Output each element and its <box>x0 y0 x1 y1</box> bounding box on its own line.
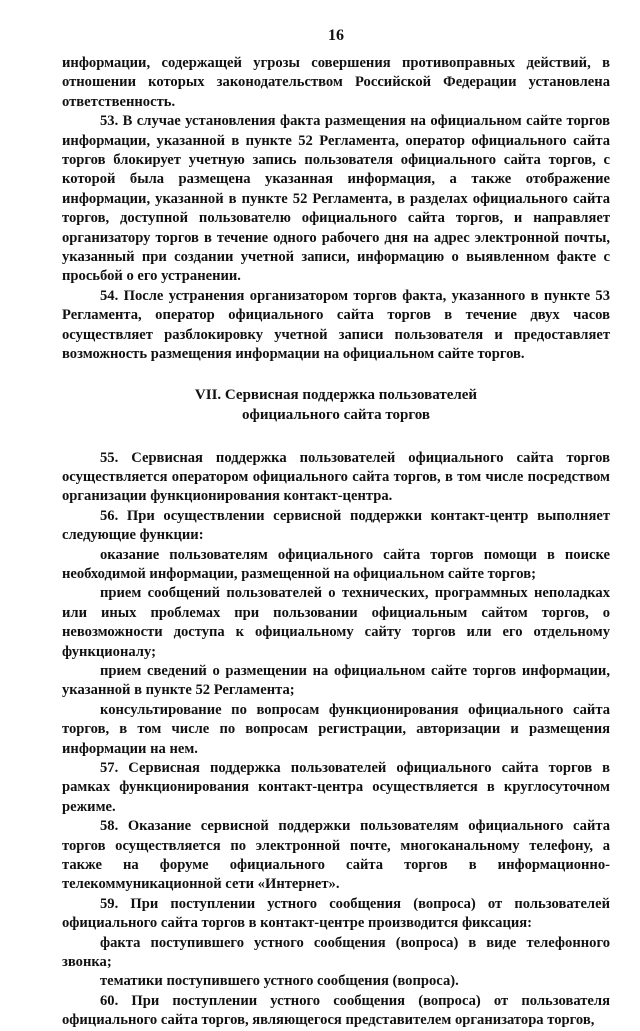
list-item-fixation-fact: факта поступившего устного сообщения (вопроса) в виде телефонного звонка; <box>62 934 610 971</box>
paragraph-57: 57. Сервисная поддержка пользователей официального сайта торгов в рамках функционирования контакт-центра осуществляется в круглосуточном режиме. <box>62 760 610 815</box>
list-item-function-info-reports: прием сведений о размещении на официальном сайте торгов информации, указанной в пункте 52 Регламента; <box>62 662 610 699</box>
list-item-function-problem-reports: прием сообщений пользователей о технических, программных неполадках или иных проблемах при пользовании официальным сайтом торгов, о невозможности доступа к официальному сайту торгов или его отдельному функционалу; <box>62 585 610 660</box>
paragraph-56: 56. При осуществлении сервисной поддержки контакт-центр выполняет следующие функции: <box>62 507 610 544</box>
paragraph-continuation: информации, содержащей угрозы совершения противоправных действий, в отношении которых законодательством Российской Федерации установлена ответственность. <box>62 55 610 110</box>
paragraph-59: 59. При поступлении устного сообщения (вопроса) от пользователей официального сайта торгов в контакт-центре производится фиксация: <box>62 895 610 932</box>
paragraph-60: 60. При поступлении устного сообщения (вопроса) от пользователя официального сайта торгов, являющегося представителем организатора торгов, <box>62 992 610 1029</box>
page-number: 16 <box>328 27 344 44</box>
section-heading <box>62 385 610 425</box>
section-heading-line-2: официального сайта торгов <box>241 406 431 423</box>
document-page <box>62 26 610 1031</box>
paragraph-53: 53. В случае установления факта размещения на официальном сайте торгов информации, указанной в пункте 52 Регламента, оператор официального сайта торгов блокирует учетную запись пользователя официального сайта торгов, с которой была размещена указанная информация, а также отображение информации, указанной в пункте 52 Регламента, в разделах официального сайта торгов, доступной пользователю официального сайта торгов, и направляет организатору торгов в течение одного рабочего дня на адрес электронной почты, указанный при создании учетной записи, информацию о выявленном факте с просьбой о его устранении. <box>62 113 610 285</box>
list-item-function-consulting: консультирование по вопросам функционирования официального сайта торгов, в том числе по вопросам регистрации, авторизации и размещения информации на нем. <box>62 701 610 757</box>
section-heading-line-1: VII. Сервисная поддержка пользователей <box>194 386 478 403</box>
paragraph-58: 58. Оказание сервисной поддержки пользователям официального сайта торгов осуществляется по электронной почте, многоканальному телефону, а также на форуме официального сайта торгов в информационно-телекоммуникационной сети «Интернет». <box>62 818 610 893</box>
paragraph-54: 54. После устранения организатором торгов факта, указанного в пункте 53 Регламента, оператор официального сайта торгов в течение двух часов осуществляет разблокировку учетной записи пользователя и предоставляет возможность размещения информации на официальном сайте торгов. <box>62 287 610 363</box>
list-item-fixation-topic: тематики поступившего устного сообщения (вопроса). <box>100 973 459 990</box>
paragraph-55: 55. Сервисная поддержка пользователей официального сайта торгов осуществляется оператором официального сайта торгов, в том числе посредством организации функционирования контакт-центра. <box>62 449 610 505</box>
list-item-function-search-help: оказание пользователям официального сайта торгов помощи в поиске необходимой информации, размещенной на официальном сайте торгов; <box>62 546 610 582</box>
